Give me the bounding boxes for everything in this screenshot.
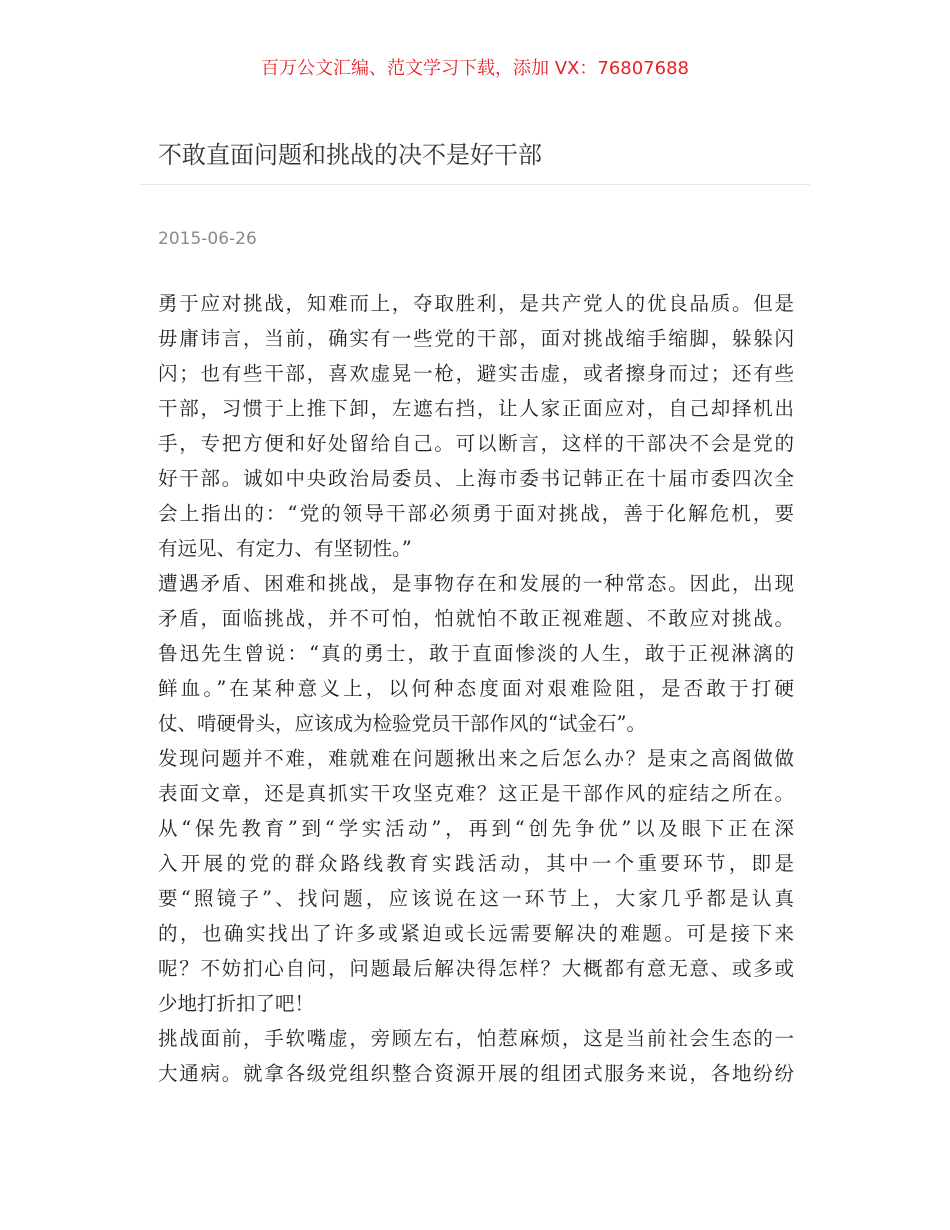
article-text-line: 的，也确实找出了许多或紧迫或长远需要解决的难题。可是接下来 [158,922,794,945]
article-text-line: 仗、啃硬骨头，应该成为检验党员干部作风的“试金石”。 [158,712,646,735]
article-text-line: 从“保先教育”到“学实活动”，再到“创先争优”以及眼下正在深 [158,817,794,840]
article-text-line: 入开展的党的群众路线教育实践活动，其中一个重要环节，即是 [158,852,794,875]
article-text-line: 闪；也有些干部，喜欢虚晃一枪，避实击虚，或者擦身而过；还有些 [158,362,794,385]
article-text-line: 挑战面前，手软嘴虚，旁顾左右，怕惹麻烦，这是当前社会生态的一 [158,1027,794,1050]
article-text-line: 手，专把方便和好处留给自己。可以断言，这样的干部决不会是党的 [158,432,794,455]
article-text-line: 表面文章，还是真抓实干攻坚克难？这正是干部作风的症结之所在。 [158,782,794,805]
article-text-line: 毋庸讳言，当前，确实有一些党的干部，面对挑战缩手缩脚，躲躲闪 [158,327,794,350]
article-text-line: 呢？不妨扪心自问，问题最后解决得怎样？大概都有意无意、或多或 [158,957,794,980]
article-body [158,286,794,1091]
title-divider [140,184,810,185]
article-text-line: 勇于应对挑战，知难而上，夺取胜利，是共产党人的优良品质。但是 [158,292,794,315]
article-text-line: 要“照镜子”、找问题，应该说在这一环节上，大家几乎都是认真 [158,887,794,910]
article-text-line: 鲁迅先生曾说：“真的勇士，敢于直面惨淡的人生，敢于正视淋漓的 [158,642,794,665]
article-text-line: 有远见、有定力、有坚韧性。” [158,537,412,560]
article-text-line: 鲜血。”在某种意义上，以何种态度面对艰难险阻，是否敢于打硬 [158,677,794,700]
publish-date: 2015-06-26 [158,229,257,249]
article-text-line: 大通病。就拿各级党组织整合资源开展的组团式服务来说，各地纷纷 [158,1062,794,1085]
article-text-line: 好干部。诚如中央政治局委员、上海市委书记韩正在十届市委四次全 [158,467,794,490]
article-text-line: 发现问题并不难，难就难在问题揪出来之后怎么办？是束之高阁做做 [158,747,794,770]
watermark-banner: 百万公文汇编、范文学习下载，添加 VX：76807688 [261,58,689,79]
article-text-line: 遭遇矛盾、困难和挑战，是事物存在和发展的一种常态。因此，出现 [158,572,794,595]
article-text-line: 会上指出的：“党的领导干部必须勇于面对挑战，善于化解危机，要 [158,502,794,525]
article-title: 不敢直面问题和挑战的决不是好干部 [158,141,542,169]
article-text-line: 矛盾，面临挑战，并不可怕，怕就怕不敢正视难题、不敢应对挑战。 [158,607,794,630]
article-text-line: 少地打折扣了吧！ [158,992,315,1015]
article-text-line: 干部，习惯于上推下卸，左遮右挡，让人家正面应对，自己却择机出 [158,397,794,420]
